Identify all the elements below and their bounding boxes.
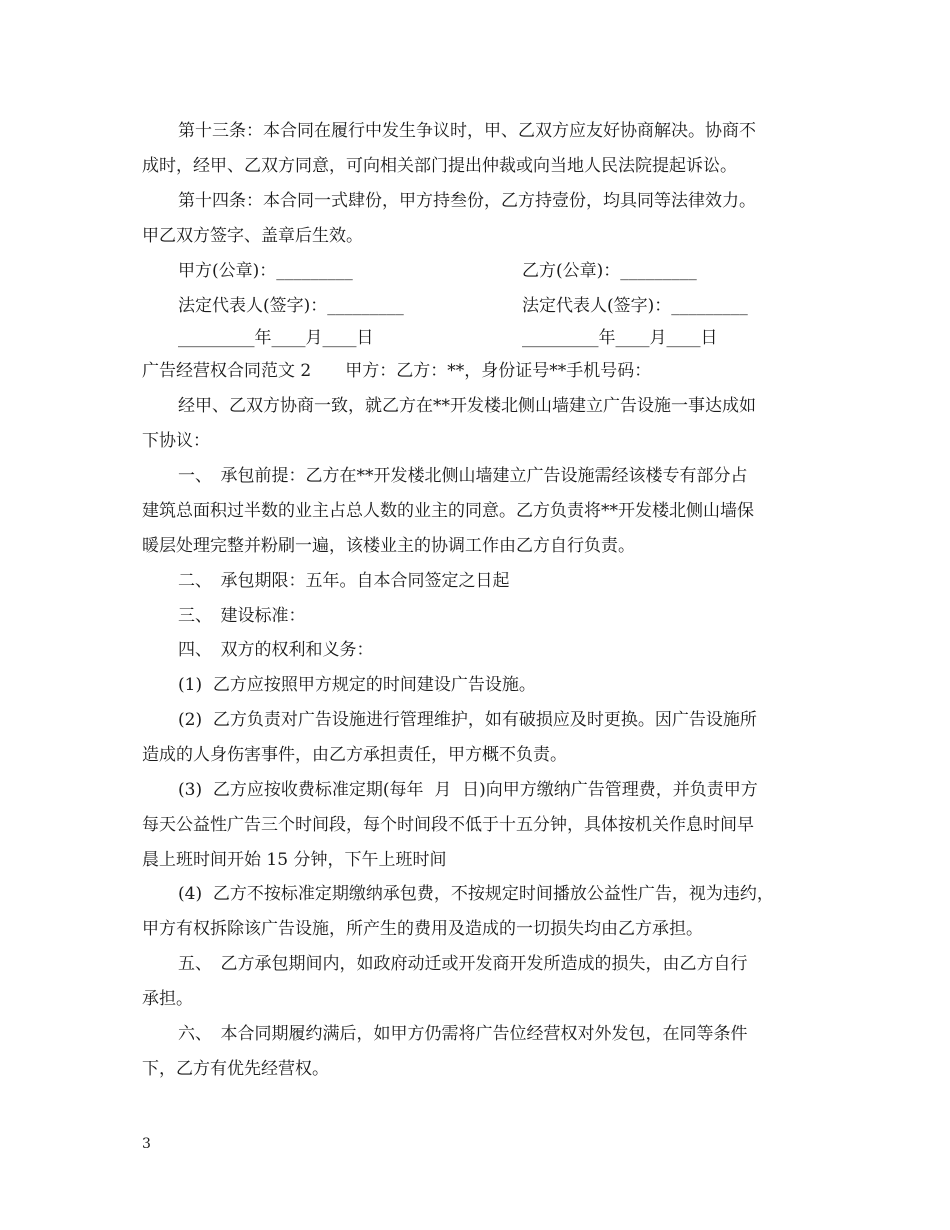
intro-line-1: 经甲、乙双方协商一致，就乙方在**开发楼北侧山墙建立广告设施一事达成如: [178, 396, 756, 416]
intro-line-2: 下协议：: [142, 431, 210, 451]
section-1-line-2: 建筑总面积过半数的业主占总人数的业主的同意。乙方负责将**开发楼北侧山墙保: [142, 501, 754, 521]
item-2-line-1: (2) 乙方负责对广告设施进行管理维护，如有破损应及时更换。因广告设施所: [178, 710, 757, 730]
section-1-line-3: 暖层处理完整并粉刷一遍，该楼业主的协调工作由乙方自行负责。: [142, 536, 635, 556]
item-2-line-2: 造成的人身伤害事件，由乙方承担责任，甲方概不负责。: [142, 745, 567, 765]
item-3-line-3: 晨上班时间开始 15 分钟，下午上班时间: [142, 850, 447, 870]
section-1-line-1: 一、 承包前提：乙方在**开发楼北侧山墙建立广告设施需经该楼专有部分占: [178, 466, 748, 486]
party-b-representative-line: 法定代表人(签字)：_________: [522, 296, 748, 316]
item-4-line-1: (4) 乙方不按标准定期缴纳承包费，不按规定时间播放公益性广告，视为违约，: [178, 884, 774, 904]
item-1: (1) 乙方应按照甲方规定的时间建设广告设施。: [178, 675, 536, 695]
section-5-line-1: 五、 乙方承包期间内，如政府动迁或开发商开发所造成的损失，由乙方自行: [178, 954, 748, 974]
party-a-seal-line: 甲方(公章)：_________: [178, 261, 353, 281]
section-6-line-1: 六、 本合同期履约满后，如甲方仍需将广告位经营权对外发包，在同等条件: [178, 1024, 748, 1044]
section-5-line-2: 承担。: [142, 989, 193, 1009]
article-13-line-1: 第十三条：本合同在履行中发生争议时，甲、乙双方应友好协商解决。协商不: [178, 121, 756, 141]
section-4: 四、 双方的权利和义务：: [178, 640, 374, 660]
item-3-line-2: 每天公益性广告三个时间段，每个时间段不低于十五分钟，具体按机关作息时间早: [142, 815, 754, 835]
article-14-line-1: 第十四条：本合同一式肆份，甲方持叁份，乙方持壹份，均具同等法律效力。: [178, 191, 756, 211]
section-2: 二、 承包期限：五年。自本合同签定之日起: [178, 571, 510, 591]
party-b-seal-line: 乙方(公章)：_________: [522, 261, 697, 281]
page-number: 3: [142, 1136, 151, 1152]
party-a-representative-line: 法定代表人(签字)：_________: [178, 296, 404, 316]
item-3-line-1: (3) 乙方应按收费标准定期(每年 月 日)向甲方缴纳广告管理费，并负责甲方: [178, 780, 758, 800]
article-14-line-2: 甲乙双方签字、盖章后生效。: [142, 226, 363, 246]
contract-2-title-line: 广告经营权合同范文 2 甲方：乙方：**，身份证号**手机号码：: [142, 361, 652, 381]
section-3: 三、 建设标准：: [178, 606, 306, 626]
party-b-date-line: _________年____月____日: [522, 328, 718, 348]
article-13-line-2: 成时，经甲、乙双方同意，可向相关部门提出仲裁或向当地人民法院提起诉讼。: [142, 156, 737, 176]
section-6-line-2: 下，乙方有优先经营权。: [142, 1059, 329, 1079]
item-4-line-2: 甲方有权拆除该广告设施，所产生的费用及造成的一切损失均由乙方承担。: [142, 919, 703, 939]
party-a-date-line: _________年____月____日: [178, 328, 374, 348]
